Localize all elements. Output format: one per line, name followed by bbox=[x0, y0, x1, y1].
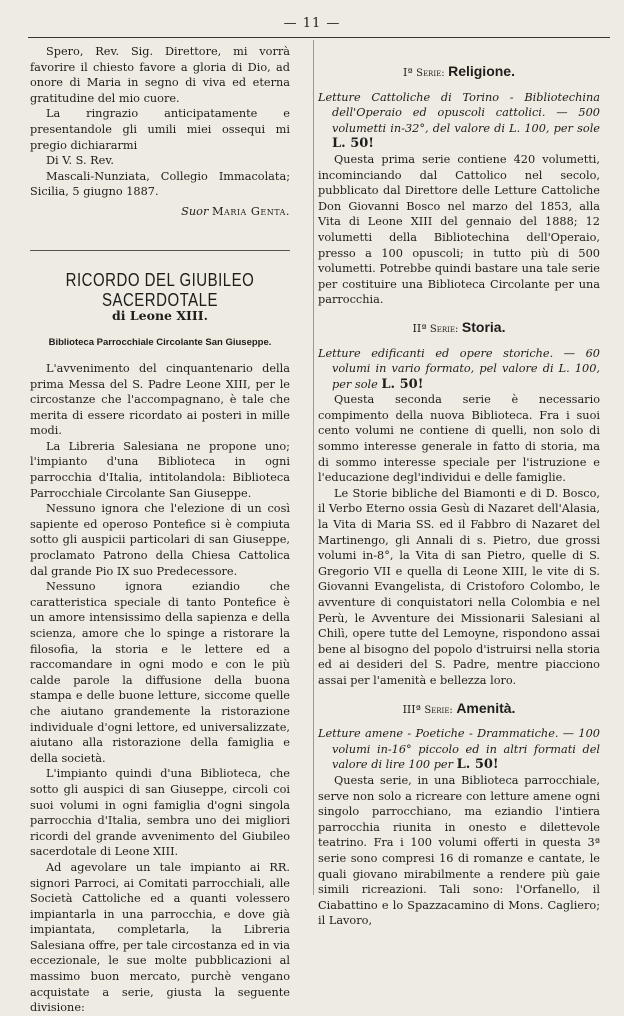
signature-name: Maria Genta. bbox=[211, 204, 290, 218]
series-entry bbox=[318, 346, 600, 393]
series-heading-religione bbox=[318, 64, 600, 82]
article-paragraph: L'impianto quindi d'una Biblioteca, che sotto gli auspici di san Giuseppe, circoli coi suoi volumi in ogni famiglia d'ogni singola parrocchia d'Italia, sembra uno dei migliori ricordi del grande avvenimento del Giubileo sacerdotale di Leone XIII. bbox=[30, 767, 290, 859]
series-label: Serie: bbox=[424, 704, 453, 716]
article-title-sub: di Leone XIII. bbox=[112, 307, 208, 323]
series-number: IIIª bbox=[402, 702, 421, 716]
series-paragraph: Questa seconda serie è necessario compimento della nuova Biblioteca. Fra i suoi cento volumi ne contiene di quelli, non solo di sommo interesse generale in fatto di storia, ma di sommo interesse speciale per l'istruzione e l'educazione degl'individui e delle famiglie. bbox=[318, 393, 600, 485]
article-paragraph: Nessuno ignora che l'elezione di un così sapiente ed operoso Pontefice si è compiuta sotto gli auspicii particolari di san Giuseppe, proclamato Patrono della Chiesa Cattolica dal grande Pio IX suo Predecessore. bbox=[30, 502, 290, 578]
series-price: L. 50! bbox=[381, 376, 424, 392]
article-subtitle: Biblioteca Parrocchiale Circolante San Giuseppe. bbox=[48, 337, 272, 349]
letter-paragraph: Spero, Rev. Sig. Direttore, mi vorrà favorire il chiesto favore a gloria di Dio, ad onore di Maria in segno di viva ed eterna gratitudine del mio cuore. bbox=[30, 45, 290, 105]
series-number: IIª bbox=[412, 321, 427, 335]
letter-closing: Di V. S. Rev. bbox=[46, 154, 114, 168]
article-paragraph: Ad agevolare un tale impianto ai RR. signori Parroci, ai Comitati parrocchiali, alle Società Cattoliche ed a quanti volessero impiantarla in una parrocchia, e dove già impiantata, completarla, la Libreria Salesiana offre, per tale circostanza ed in via eccezionale, le sue molte pubblicazioni al massimo buon mercato, purchè vengano acquistate a serie, giusta la seguente divisione: bbox=[30, 860, 290, 1015]
series-title: Amenità. bbox=[456, 699, 516, 716]
header-rule bbox=[28, 37, 610, 38]
article-title: RICORDO DEL GIUBILEO SACERDOTALE bbox=[65, 269, 255, 311]
letter-paragraph: La ringrazio anticipatamente e presentandole gli umili miei ossequi mi pregio dichiararmi bbox=[30, 107, 290, 152]
series-heading-amenita bbox=[318, 701, 600, 719]
page-number: — 11 — bbox=[283, 16, 341, 31]
series-entry-text: Letture Cattoliche di Torino - Bibliotechina dell'Operaio ed opuscoli cattolici. — 500 volumetti in-32°, del valore di L. 100, per sole bbox=[318, 90, 600, 135]
series-entry-text: Letture edificanti ed opere storiche. — 60 volumi in vario formato, pel valore di L. 100, per sole bbox=[318, 346, 600, 391]
right-column bbox=[318, 44, 600, 929]
column-divider bbox=[313, 40, 314, 895]
article-paragraph: La Libreria Salesiana ne propone uno; l'impianto d'una Biblioteca in ogni parrocchia d'Italia, intitolandola: Biblioteca Parrocchiale Circolante San Giuseppe. bbox=[30, 439, 290, 500]
series-price: L. 50! bbox=[332, 136, 374, 152]
letter-signature bbox=[30, 204, 290, 220]
series-label: Serie: bbox=[429, 323, 459, 335]
letter-place-date: Mascali-Nunziata, Collegio Immacolata; Sicilia, 5 giugno 1887. bbox=[30, 169, 290, 199]
series-entry bbox=[318, 90, 600, 152]
article-paragraph: L'avvenimento del cinquantenario della prima Messa del S. Padre Leone XIII, per le circostanze che l'accompagnano, è tale che merita di essere ricordato ai posteri in mille modi. bbox=[30, 361, 290, 438]
left-column bbox=[30, 44, 290, 1016]
series-number: Iª bbox=[403, 66, 413, 79]
section-divider bbox=[30, 250, 290, 251]
series-heading-storia bbox=[318, 320, 600, 338]
series-price: L. 50! bbox=[456, 757, 499, 773]
series-paragraph: Questa prima serie contiene 420 volumetti, incominciando dal Cattolico nel secolo, pubblicato dal Direttore delle Letture Cattoliche Don Giovanni Bosco nel marzo del 1853, alla Vita di Leone XIII del gennaio del 1888; 12 volumetti della Bibliotechina dell'Operaio, presso a 100 opuscoli; in tutto più di 500 volumetti. Potrebbe quindi bastare una tale serie per costituire una Biblioteca Circolante per una parrocchia. bbox=[318, 152, 600, 307]
series-entry bbox=[318, 726, 600, 773]
series-title: Storia. bbox=[461, 318, 506, 335]
signature-prefix: Suor bbox=[181, 204, 209, 218]
series-paragraph: Le Storie bibliche del Biamonti e di D. Bosco, il Verbo Eterno ossia Gesù di Nazaret dell'Alasia, la Vita di Maria SS. ed il Fabbro di Nazaret del Martinengo, gli Annali di s. Pietro, due grossi volumi in-8°, la Vita di san Pietro, quelle di S. Gregorio VII e quella di Leone XIII, le vite di S. Giovanni Evangelista, di Cristoforo Colombo, le avventure di conquistatori nella Colombia e nel Perù, le Avventure dei Missionarii Salesiani al Chilì, opere tutte del Lemoyne, rispondono assai bene al bisogno del popolo d'istruirsi nella storia ed ai desideri del S. Padre, mentre piacciono assai per l'amenità e bellezza loro. bbox=[318, 486, 600, 687]
series-entry-text: Letture amene - Poetiche - Drammatiche. — 100 volumi in-16° piccolo ed in altri formati del valore di lire 100 per bbox=[318, 727, 600, 772]
article-paragraph: Nessuno ignora eziandio che caratteristica speciale di tanto Pontefice è un amore intensissimo della sapienza e della scienza, amore che lo spinge a ristorare la filosofia, la storia e le lettere ed a raccomandare in ogni modo e con le più calde parole la diffusione della buona stampa e delle buone letture, siccome quelle che aiutano grandemente la ristorazione individuale d'ogni lettore, ed universalizzate, aiutano alla ristorazione della famiglia e della società. bbox=[30, 580, 290, 765]
series-label: Serie: bbox=[416, 68, 445, 79]
series-title: Religione. bbox=[448, 63, 515, 79]
series-paragraph: Questa serie, in una Biblioteca parrocchiale, serve non solo a ricreare con letture amene ogni singolo parrocchiano, ma eziandio l'intiera parrocchia riunita in onesto e dilettevole teatrino. Fra i 100 volumi offerti in questa 3ª serie sono compresi 16 di romanze e cantate, le quali giovano mirabilmente a rendere più gaie simili ricreazioni. Tali sono: l'Orfanello, il Ciabattino e lo Spazzacamino di Mons. Cagliero; il Lavoro, bbox=[318, 773, 600, 928]
